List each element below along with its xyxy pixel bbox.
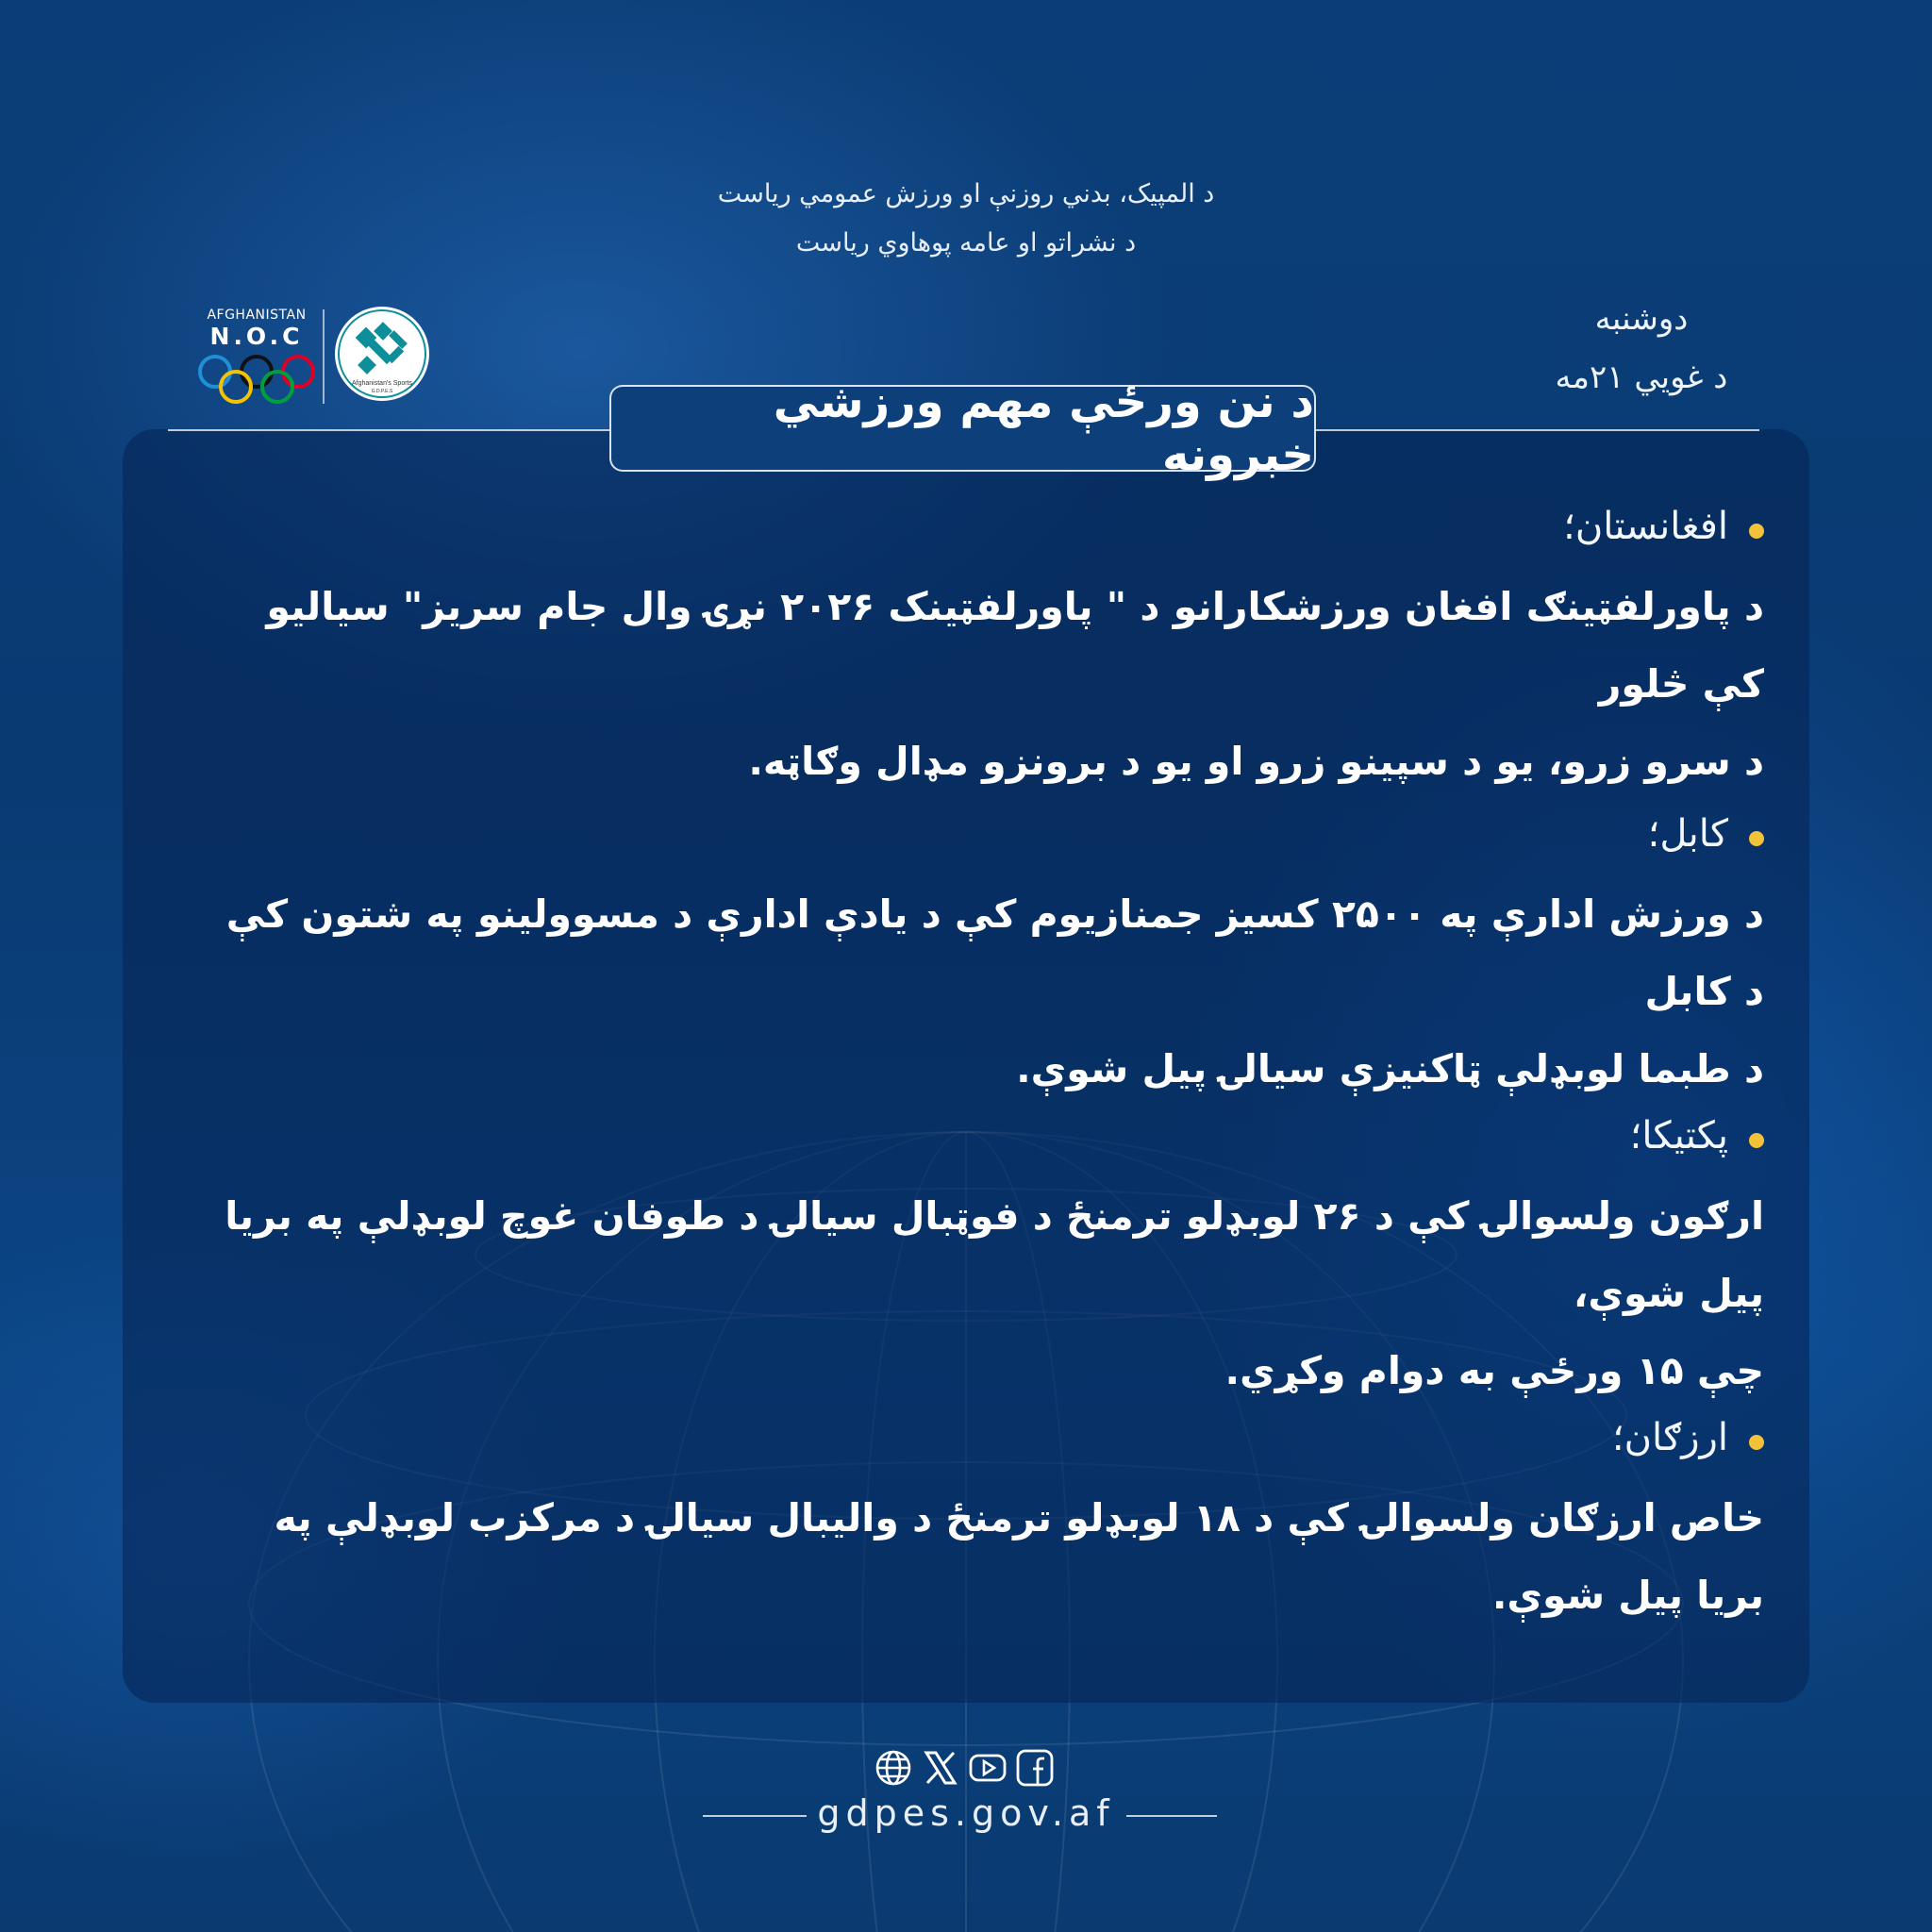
- olympic-rings-icon: [196, 351, 317, 408]
- news-item-line: ارګون ولسوالۍ کې د ۲۶ لوبډلو ترمنځ د فوټبال سیالۍ د طوفان غوچ لوبډلې په بریا پیل شوې،: [225, 1193, 1764, 1316]
- news-item-line: د سرو زرو، یو د سپینو زرو او یو د برونزو مډال وګاټه.: [748, 739, 1764, 784]
- news-item-body: [217, 1177, 1764, 1409]
- news-item-uruzgan: [217, 1409, 1764, 1634]
- news-item-heading: [217, 1108, 1764, 1164]
- news-item-body: [217, 1479, 1764, 1634]
- news-item-body: [217, 875, 1764, 1108]
- day-label: دوشنبه: [1594, 300, 1689, 338]
- news-item-kabul: [217, 806, 1764, 1108]
- news-item-heading: [217, 498, 1764, 555]
- news-item-line: د طبما لوبډلې ټاکنیزې سیالۍ پیل شوې.: [1016, 1046, 1764, 1091]
- news-item-heading: [217, 1409, 1764, 1466]
- x-icon[interactable]: [921, 1748, 960, 1788]
- globe-icon[interactable]: [874, 1748, 913, 1788]
- bullet-icon: [1749, 831, 1764, 846]
- title-rule-left: [168, 429, 609, 431]
- bullet-icon: [1749, 1435, 1764, 1450]
- gdpes-logo-caption: Afghanistan's Sports: [352, 380, 412, 387]
- org-name-line2: د نشراتو او عامه پوهاوي ریاست: [795, 228, 1137, 258]
- news-item-heading-text: افغانستان؛: [1563, 505, 1728, 548]
- news-item-heading-text: پکتیکا؛: [1629, 1114, 1728, 1158]
- news-item-line: د ورزش ادارې په ۲۵۰۰ کسیز جمنازیوم کې د یادې ادارې د مسوولینو په شتون کې د کابل: [225, 891, 1764, 1014]
- gdpes-logo-subcaption: G.D.P.E.S: [371, 389, 393, 394]
- news-item-body: [217, 568, 1764, 800]
- page-title: [609, 375, 1316, 481]
- logos-group: [194, 304, 440, 408]
- news-item-heading: [217, 806, 1764, 862]
- title-rule-right: [1316, 429, 1759, 431]
- gdpes-logo: [332, 304, 432, 404]
- noc-country-text: AFGHANISTAN: [207, 308, 307, 323]
- news-item-heading-text: ارزګان؛: [1611, 1416, 1728, 1459]
- website-link[interactable]: gdpes.gov.af: [817, 1792, 1115, 1834]
- date-label: د غويي ۲۱مه: [1555, 358, 1728, 396]
- news-item-line: د پاورلفټینګ افغان ورزشکارانو د " پاورلفټینک ۲۰۲۶ نړۍ وال جام سریز" سیالیو کې څلور: [266, 584, 1764, 707]
- bullet-icon: [1749, 524, 1764, 539]
- logo-divider: [323, 309, 325, 404]
- bullet-icon: [1749, 1133, 1764, 1148]
- news-item-afghanistan: [217, 498, 1764, 800]
- facebook-icon[interactable]: [1015, 1748, 1055, 1788]
- noc-logo: [194, 304, 315, 408]
- news-item-line: خاص ارزګان ولسوالۍ کې د ۱۸ لوبډلو ترمنځ د والیبال سیالۍ د مرکزب لوبډلې په بریا پیل شوې.: [274, 1495, 1764, 1618]
- news-item-paktika: [217, 1108, 1764, 1409]
- news-item-heading-text: کابل؛: [1647, 812, 1728, 856]
- page-title-text: د نن ورځې مهم ورزشي خبرونه: [773, 375, 1314, 481]
- footer-rule-right: [1126, 1815, 1217, 1817]
- noc-name-text: N.O.C: [209, 323, 304, 350]
- org-name-line1: د المپیک، بدني روزنې او ورزش عمومي ریاست: [717, 179, 1215, 208]
- social-icons: [874, 1748, 1058, 1788]
- news-item-line: چې ۱۵ ورځې به دوام وکړي.: [1224, 1348, 1764, 1393]
- youtube-icon[interactable]: [968, 1748, 1008, 1788]
